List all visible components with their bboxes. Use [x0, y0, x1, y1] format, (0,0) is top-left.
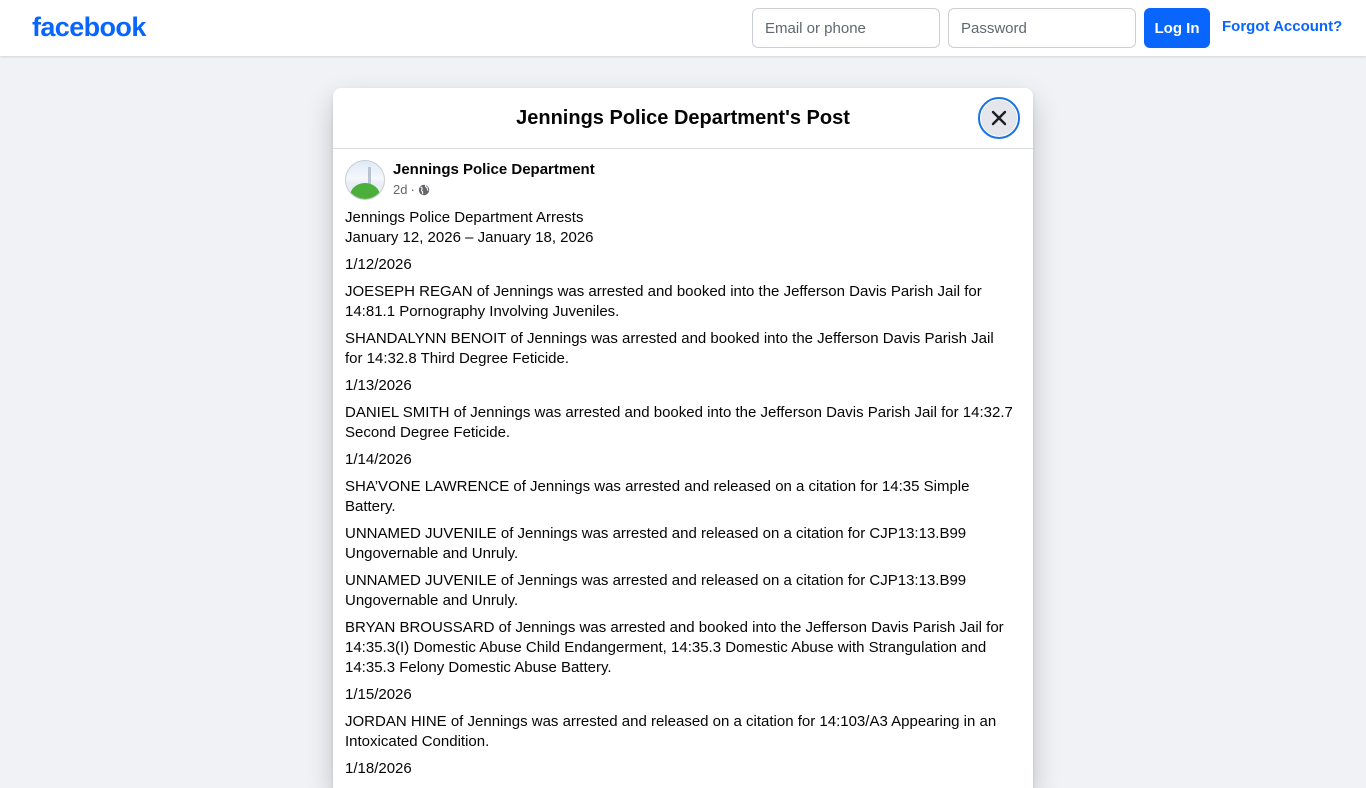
post-paragraph: 1/13/2026 [345, 377, 412, 394]
post-paragraph: SHA’VONE LAWRENCE of Jennings was arrested and released on a citation for 14:35 Simple Battery. [345, 478, 970, 515]
post-paragraph: UNNAMED JUVENILE of Jennings was arrested and released on a citation for CJP13:13.B99 Ungovernable and Unruly. [345, 525, 967, 562]
close-button[interactable] [978, 97, 1020, 139]
facebook-logo[interactable]: facebook [32, 12, 146, 42]
post-paragraph: UNNAMED JUVENILE of Jennings was arrested and released on a citation for CJP13:13.B99 Ungovernable and Unruly. [345, 572, 967, 609]
post-paragraph: SHANDALYNN BENOIT of Jennings was arrested and booked into the Jefferson Davis Parish Jail for 14:32.8 Third Degree Feticide. [345, 330, 994, 367]
dialog-header [333, 88, 1033, 149]
post-intro [345, 208, 1015, 248]
forgot-account-link[interactable]: Forgot Account? [1222, 18, 1343, 35]
post-time[interactable]: 2d [393, 182, 408, 197]
post-dialog [333, 88, 1033, 788]
post-text [345, 208, 1015, 786]
post-paragraph: 1/12/2026 [345, 256, 412, 273]
email-field[interactable] [752, 8, 940, 48]
close-icon [991, 110, 1007, 126]
page-name-link[interactable]: Jennings Police Department [393, 161, 595, 178]
post-paragraph: JOESEPH REGAN of Jennings was arrested and booked into the Jefferson Davis Parish Jail for 14:81.1 Pornography Involving Juveniles. [345, 283, 982, 320]
password-field[interactable] [948, 8, 1136, 48]
globe-icon[interactable] [418, 184, 430, 196]
post-headline: Jennings Police Department Arrests [345, 209, 584, 226]
top-navigation-bar [0, 0, 1366, 56]
post-paragraph: BRYAN BROUSSARD of Jennings was arrested and booked into the Jefferson Davis Parish Jail for 14:35.3(I) Domestic Abuse Child Endangerment, 14:35.3 Domestic Abuse with Strangulation and 14:35.3 Felony Domestic Abuse Battery. [345, 619, 1004, 676]
post-paragraph: 1/18/2026 [345, 760, 412, 777]
avatar[interactable] [345, 160, 385, 200]
post-meta [393, 182, 430, 197]
post-paragraph: 1/14/2026 [345, 451, 412, 468]
post-header [345, 160, 1005, 202]
post-paragraph: DANIEL SMITH of Jennings was arrested and booked into the Jefferson Davis Parish Jail for 14:32.7 Second Degree Feticide. [345, 404, 1013, 441]
post-date-range: January 12, 2026 – January 18, 2026 [345, 229, 594, 246]
post-paragraph: JORDAN HINE of Jennings was arrested and released on a citation for 14:103/A3 Appearing in an Intoxicated Condition. [345, 713, 997, 750]
dialog-title: Jennings Police Department's Post [516, 106, 850, 129]
meta-separator: · [410, 182, 415, 197]
post-paragraph: 1/15/2026 [345, 686, 412, 703]
login-button[interactable]: Log In [1144, 8, 1210, 48]
